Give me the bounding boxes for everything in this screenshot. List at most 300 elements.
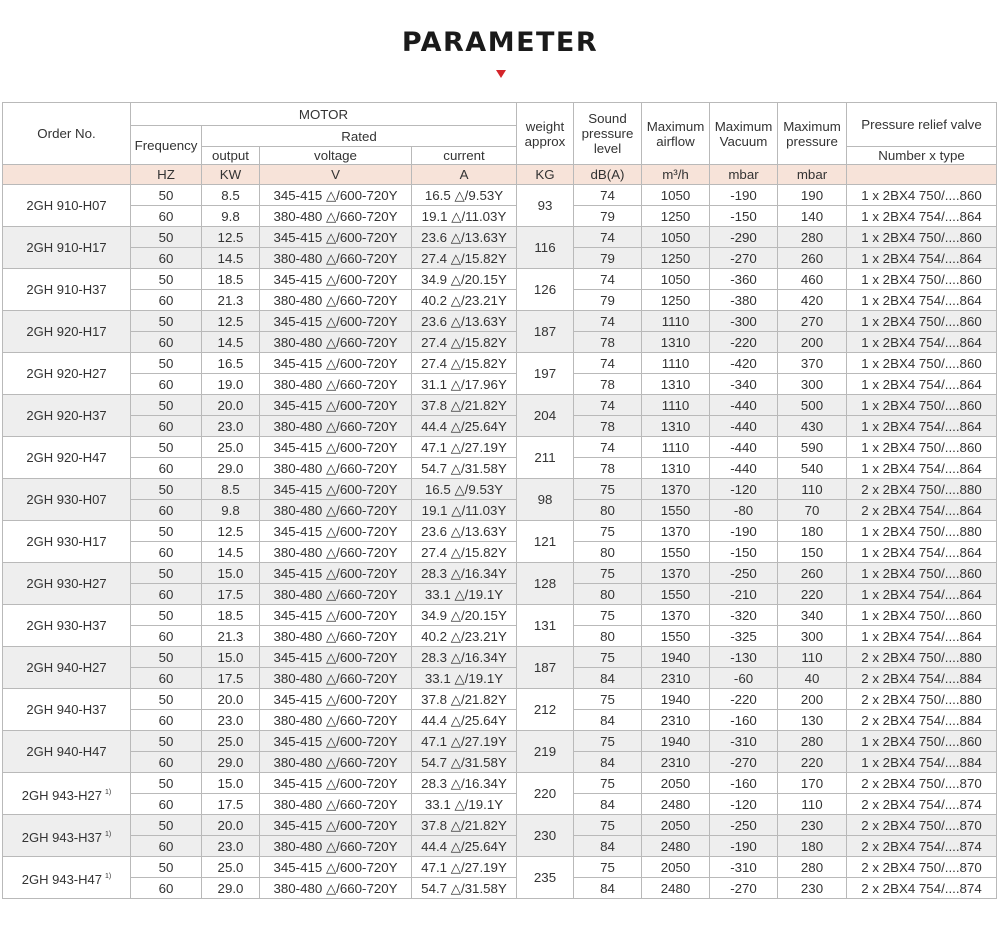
relief-cell: 1 x 2BX4 754/....864: [847, 206, 997, 227]
voltage-cell: 345-415 △/600-720Y: [260, 185, 412, 206]
airflow-cell: 1110: [642, 353, 710, 374]
output-cell: 23.0: [202, 416, 260, 437]
sound-cell: 78: [574, 332, 642, 353]
pressure-cell: 370: [778, 353, 847, 374]
voltage-cell: 345-415 △/600-720Y: [260, 605, 412, 626]
voltage-cell: 345-415 △/600-720Y: [260, 227, 412, 248]
sound-cell: 84: [574, 878, 642, 899]
order-no-cell: [3, 563, 131, 605]
header-output: output: [202, 147, 260, 165]
order-no: 2GH 930-H37: [26, 618, 107, 633]
current-cell: 44.4 △/25.64Y: [412, 710, 517, 731]
voltage-cell: 380-480 △/660-720Y: [260, 584, 412, 605]
voltage-cell: 380-480 △/660-720Y: [260, 752, 412, 773]
unit-cell: m³/h: [642, 165, 710, 185]
relief-cell: 2 x 2BX4 754/....864: [847, 500, 997, 521]
output-cell: 18.5: [202, 269, 260, 290]
pressure-cell: 270: [778, 311, 847, 332]
freq-cell: 60: [131, 416, 202, 437]
weight-cell: 220: [517, 773, 574, 815]
current-cell: 19.1 △/11.03Y: [412, 500, 517, 521]
pressure-cell: 590: [778, 437, 847, 458]
relief-cell: 1 x 2BX4 754/....864: [847, 290, 997, 311]
output-cell: 23.0: [202, 836, 260, 857]
output-cell: 21.3: [202, 290, 260, 311]
pressure-cell: 540: [778, 458, 847, 479]
vacuum-cell: -220: [710, 689, 778, 710]
unit-cell: mbar: [710, 165, 778, 185]
table-row: [3, 710, 997, 731]
output-cell: 17.5: [202, 794, 260, 815]
weight-cell: 219: [517, 731, 574, 773]
order-no-cell: [3, 647, 131, 689]
header-vacuum: Maximum Vacuum: [710, 103, 778, 165]
relief-cell: 2 x 2BX4 750/....880: [847, 479, 997, 500]
order-no: 2GH 910-H37: [26, 282, 107, 297]
voltage-cell: 380-480 △/660-720Y: [260, 290, 412, 311]
current-cell: 27.4 △/15.82Y: [412, 248, 517, 269]
pressure-cell: 500: [778, 395, 847, 416]
table-row: [3, 353, 997, 374]
parameter-table: [2, 102, 997, 899]
sound-cell: 84: [574, 752, 642, 773]
voltage-cell: 380-480 △/660-720Y: [260, 248, 412, 269]
order-no-cell: [3, 815, 131, 857]
pressure-cell: 170: [778, 773, 847, 794]
freq-cell: 60: [131, 668, 202, 689]
order-no-cell: [3, 185, 131, 227]
pressure-cell: 300: [778, 626, 847, 647]
table-row: [3, 542, 997, 563]
freq-cell: 50: [131, 857, 202, 878]
airflow-cell: 2310: [642, 668, 710, 689]
relief-cell: 2 x 2BX4 754/....874: [847, 794, 997, 815]
pressure-cell: 280: [778, 857, 847, 878]
freq-cell: 60: [131, 794, 202, 815]
output-cell: 17.5: [202, 584, 260, 605]
airflow-cell: 1370: [642, 563, 710, 584]
current-cell: 23.6 △/13.63Y: [412, 311, 517, 332]
header-airflow: Maximum airflow: [642, 103, 710, 165]
pressure-cell: 110: [778, 647, 847, 668]
airflow-cell: 1050: [642, 185, 710, 206]
table-row: [3, 395, 997, 416]
airflow-cell: 2050: [642, 815, 710, 836]
vacuum-cell: -440: [710, 416, 778, 437]
unit-cell: HZ: [131, 165, 202, 185]
sound-cell: 78: [574, 458, 642, 479]
freq-cell: 60: [131, 836, 202, 857]
output-cell: 15.0: [202, 773, 260, 794]
table-row: [3, 857, 997, 878]
output-cell: 20.0: [202, 395, 260, 416]
voltage-cell: 380-480 △/660-720Y: [260, 878, 412, 899]
weight-cell: 128: [517, 563, 574, 605]
vacuum-cell: -310: [710, 731, 778, 752]
table-row: [3, 248, 997, 269]
relief-cell: 1 x 2BX4 754/....864: [847, 248, 997, 269]
order-no-cell: [3, 479, 131, 521]
current-cell: 27.4 △/15.82Y: [412, 542, 517, 563]
table-row: [3, 500, 997, 521]
relief-cell: 2 x 2BX4 754/....874: [847, 836, 997, 857]
vacuum-cell: -270: [710, 752, 778, 773]
current-cell: 34.9 △/20.15Y: [412, 605, 517, 626]
pressure-cell: 280: [778, 227, 847, 248]
relief-cell: 2 x 2BX4 750/....880: [847, 647, 997, 668]
relief-cell: 1 x 2BX4 750/....880: [847, 521, 997, 542]
vacuum-cell: -310: [710, 857, 778, 878]
vacuum-cell: -270: [710, 878, 778, 899]
voltage-cell: 345-415 △/600-720Y: [260, 395, 412, 416]
relief-cell: 1 x 2BX4 750/....860: [847, 353, 997, 374]
weight-cell: 204: [517, 395, 574, 437]
pressure-cell: 220: [778, 584, 847, 605]
current-cell: 28.3 △/16.34Y: [412, 647, 517, 668]
table-row: [3, 458, 997, 479]
vacuum-cell: -190: [710, 185, 778, 206]
header-sound: Sound pressure level: [574, 103, 642, 165]
freq-cell: 60: [131, 584, 202, 605]
sound-cell: 74: [574, 185, 642, 206]
sound-cell: 75: [574, 731, 642, 752]
voltage-cell: 345-415 △/600-720Y: [260, 773, 412, 794]
current-cell: 27.4 △/15.82Y: [412, 332, 517, 353]
order-no-cell: [3, 521, 131, 563]
output-cell: 20.0: [202, 815, 260, 836]
airflow-cell: 1370: [642, 521, 710, 542]
weight-cell: 121: [517, 521, 574, 563]
current-cell: 37.8 △/21.82Y: [412, 815, 517, 836]
airflow-cell: 1050: [642, 269, 710, 290]
weight-cell: 131: [517, 605, 574, 647]
weight-cell: 126: [517, 269, 574, 311]
freq-cell: 60: [131, 248, 202, 269]
voltage-cell: 345-415 △/600-720Y: [260, 563, 412, 584]
sound-cell: 74: [574, 227, 642, 248]
pressure-cell: 200: [778, 689, 847, 710]
airflow-cell: 2480: [642, 836, 710, 857]
order-no: 2GH 943-H37: [21, 829, 102, 845]
airflow-cell: 1310: [642, 332, 710, 353]
vacuum-cell: -300: [710, 311, 778, 332]
vacuum-cell: -440: [710, 395, 778, 416]
weight-cell: 187: [517, 647, 574, 689]
pressure-cell: 220: [778, 752, 847, 773]
relief-cell: 1 x 2BX4 750/....860: [847, 395, 997, 416]
voltage-cell: 380-480 △/660-720Y: [260, 710, 412, 731]
sound-cell: 75: [574, 857, 642, 878]
airflow-cell: 1110: [642, 311, 710, 332]
order-no: 2GH 943-H47: [21, 871, 102, 887]
current-cell: 44.4 △/25.64Y: [412, 836, 517, 857]
current-cell: 40.2 △/23.21Y: [412, 290, 517, 311]
voltage-cell: 345-415 △/600-720Y: [260, 353, 412, 374]
voltage-cell: 345-415 △/600-720Y: [260, 311, 412, 332]
vacuum-cell: -250: [710, 815, 778, 836]
pressure-cell: 180: [778, 521, 847, 542]
weight-cell: 93: [517, 185, 574, 227]
airflow-cell: 1550: [642, 542, 710, 563]
freq-cell: 50: [131, 773, 202, 794]
freq-cell: 60: [131, 374, 202, 395]
freq-cell: 50: [131, 689, 202, 710]
relief-cell: 1 x 2BX4 750/....860: [847, 269, 997, 290]
freq-cell: 60: [131, 458, 202, 479]
unit-cell: mbar: [778, 165, 847, 185]
order-footnote: 1): [104, 872, 112, 880]
vacuum-cell: -150: [710, 206, 778, 227]
sound-cell: 75: [574, 563, 642, 584]
pressure-cell: 70: [778, 500, 847, 521]
relief-cell: 1 x 2BX4 754/....884: [847, 752, 997, 773]
order-no-cell: [3, 269, 131, 311]
output-cell: 21.3: [202, 626, 260, 647]
voltage-cell: 380-480 △/660-720Y: [260, 332, 412, 353]
sound-cell: 79: [574, 290, 642, 311]
table-row: [3, 311, 997, 332]
output-cell: 17.5: [202, 668, 260, 689]
table-row: [3, 584, 997, 605]
header-frequency: Frequency: [131, 126, 202, 165]
output-cell: 25.0: [202, 857, 260, 878]
order-no-cell: [3, 857, 131, 899]
freq-cell: 50: [131, 731, 202, 752]
voltage-cell: 345-415 △/600-720Y: [260, 479, 412, 500]
table-row: [3, 626, 997, 647]
table-row: [3, 647, 997, 668]
table-row: [3, 668, 997, 689]
vacuum-cell: -270: [710, 248, 778, 269]
current-cell: 19.1 △/11.03Y: [412, 206, 517, 227]
output-cell: 14.5: [202, 248, 260, 269]
pressure-cell: 180: [778, 836, 847, 857]
pressure-cell: 430: [778, 416, 847, 437]
airflow-cell: 1940: [642, 647, 710, 668]
freq-cell: 50: [131, 395, 202, 416]
unit-cell: dB(A): [574, 165, 642, 185]
units-row: [3, 165, 997, 185]
pressure-cell: 150: [778, 542, 847, 563]
airflow-cell: 1940: [642, 731, 710, 752]
relief-cell: 1 x 2BX4 750/....860: [847, 563, 997, 584]
voltage-cell: 345-415 △/600-720Y: [260, 815, 412, 836]
vacuum-cell: -340: [710, 374, 778, 395]
order-no: 2GH 940-H47: [26, 744, 107, 759]
sound-cell: 84: [574, 668, 642, 689]
current-cell: 31.1 △/17.96Y: [412, 374, 517, 395]
current-cell: 33.1 △/19.1Y: [412, 794, 517, 815]
pressure-cell: 420: [778, 290, 847, 311]
output-cell: 25.0: [202, 437, 260, 458]
relief-cell: 1 x 2BX4 754/....864: [847, 626, 997, 647]
weight-cell: 230: [517, 815, 574, 857]
unit-cell: KG: [517, 165, 574, 185]
order-no: 2GH 920-H47: [26, 450, 107, 465]
airflow-cell: 2050: [642, 857, 710, 878]
output-cell: 25.0: [202, 731, 260, 752]
sound-cell: 74: [574, 395, 642, 416]
sound-cell: 79: [574, 206, 642, 227]
unit-cell: V: [260, 165, 412, 185]
table-row: [3, 269, 997, 290]
freq-cell: 60: [131, 542, 202, 563]
weight-cell: 187: [517, 311, 574, 353]
relief-cell: 1 x 2BX4 750/....860: [847, 311, 997, 332]
pressure-cell: 230: [778, 878, 847, 899]
order-no: 2GH 910-H17: [26, 240, 107, 255]
vacuum-cell: -380: [710, 290, 778, 311]
relief-cell: 2 x 2BX4 750/....870: [847, 815, 997, 836]
output-cell: 12.5: [202, 521, 260, 542]
sound-cell: 74: [574, 311, 642, 332]
freq-cell: 50: [131, 647, 202, 668]
freq-cell: 50: [131, 563, 202, 584]
vacuum-cell: -250: [710, 563, 778, 584]
current-cell: 16.5 △/9.53Y: [412, 185, 517, 206]
current-cell: 37.8 △/21.82Y: [412, 395, 517, 416]
voltage-cell: 380-480 △/660-720Y: [260, 668, 412, 689]
vacuum-cell: -440: [710, 437, 778, 458]
header-rated: Rated: [202, 126, 517, 147]
vacuum-cell: -120: [710, 479, 778, 500]
voltage-cell: 380-480 △/660-720Y: [260, 374, 412, 395]
output-cell: 14.5: [202, 332, 260, 353]
pressure-cell: 260: [778, 563, 847, 584]
pressure-cell: 110: [778, 479, 847, 500]
output-cell: 19.0: [202, 374, 260, 395]
airflow-cell: 2050: [642, 773, 710, 794]
voltage-cell: 345-415 △/600-720Y: [260, 269, 412, 290]
current-cell: 27.4 △/15.82Y: [412, 353, 517, 374]
header-voltage: voltage: [260, 147, 412, 165]
relief-cell: 1 x 2BX4 754/....864: [847, 416, 997, 437]
airflow-cell: 2310: [642, 710, 710, 731]
vacuum-cell: -210: [710, 584, 778, 605]
airflow-cell: 1250: [642, 206, 710, 227]
output-cell: 20.0: [202, 689, 260, 710]
output-cell: 29.0: [202, 458, 260, 479]
vacuum-cell: -160: [710, 773, 778, 794]
freq-cell: 60: [131, 290, 202, 311]
sound-cell: 80: [574, 584, 642, 605]
airflow-cell: 1250: [642, 248, 710, 269]
table-row: [3, 290, 997, 311]
current-cell: 47.1 △/27.19Y: [412, 731, 517, 752]
relief-cell: 2 x 2BX4 754/....874: [847, 878, 997, 899]
relief-cell: 2 x 2BX4 750/....870: [847, 773, 997, 794]
vacuum-cell: -190: [710, 836, 778, 857]
order-no: 2GH 930-H07: [26, 492, 107, 507]
order-no: 2GH 920-H27: [26, 366, 107, 381]
order-no: 2GH 930-H17: [26, 534, 107, 549]
voltage-cell: 380-480 △/660-720Y: [260, 500, 412, 521]
order-no: 2GH 920-H17: [26, 324, 107, 339]
relief-cell: 1 x 2BX4 754/....864: [847, 458, 997, 479]
header-order-no: Order No.: [3, 103, 131, 165]
airflow-cell: 1550: [642, 584, 710, 605]
current-cell: 28.3 △/16.34Y: [412, 773, 517, 794]
airflow-cell: 1940: [642, 689, 710, 710]
sound-cell: 79: [574, 248, 642, 269]
freq-cell: 60: [131, 626, 202, 647]
title-marker-icon: [496, 70, 506, 78]
sound-cell: 74: [574, 437, 642, 458]
order-no-cell: [3, 689, 131, 731]
output-cell: 12.5: [202, 227, 260, 248]
table-row: [3, 437, 997, 458]
vacuum-cell: -360: [710, 269, 778, 290]
voltage-cell: 380-480 △/660-720Y: [260, 836, 412, 857]
pressure-cell: 300: [778, 374, 847, 395]
freq-cell: 50: [131, 185, 202, 206]
freq-cell: 50: [131, 437, 202, 458]
order-no: 2GH 930-H27: [26, 576, 107, 591]
pressure-cell: 280: [778, 731, 847, 752]
vacuum-cell: -420: [710, 353, 778, 374]
table-row: [3, 332, 997, 353]
current-cell: 40.2 △/23.21Y: [412, 626, 517, 647]
relief-cell: 1 x 2BX4 750/....860: [847, 437, 997, 458]
units-cell-blank: [3, 165, 131, 185]
sound-cell: 80: [574, 626, 642, 647]
voltage-cell: 380-480 △/660-720Y: [260, 458, 412, 479]
freq-cell: 60: [131, 206, 202, 227]
current-cell: 23.6 △/13.63Y: [412, 521, 517, 542]
current-cell: 16.5 △/9.53Y: [412, 479, 517, 500]
voltage-cell: 380-480 △/660-720Y: [260, 626, 412, 647]
order-no: 2GH 920-H37: [26, 408, 107, 423]
relief-cell: 2 x 2BX4 754/....884: [847, 710, 997, 731]
table-row: [3, 794, 997, 815]
freq-cell: 50: [131, 605, 202, 626]
pressure-cell: 190: [778, 185, 847, 206]
voltage-cell: 345-415 △/600-720Y: [260, 437, 412, 458]
sound-cell: 80: [574, 542, 642, 563]
order-no: 2GH 910-H07: [26, 198, 107, 213]
output-cell: 15.0: [202, 647, 260, 668]
table-body: [3, 165, 997, 899]
order-no: 2GH 943-H27: [21, 787, 102, 803]
pressure-cell: 200: [778, 332, 847, 353]
sound-cell: 75: [574, 605, 642, 626]
freq-cell: 60: [131, 878, 202, 899]
weight-cell: 197: [517, 353, 574, 395]
freq-cell: 60: [131, 752, 202, 773]
voltage-cell: 345-415 △/600-720Y: [260, 857, 412, 878]
pressure-cell: 40: [778, 668, 847, 689]
current-cell: 54.7 △/31.58Y: [412, 458, 517, 479]
relief-cell: 2 x 2BX4 754/....884: [847, 668, 997, 689]
vacuum-cell: -320: [710, 605, 778, 626]
pressure-cell: 110: [778, 794, 847, 815]
relief-cell: 1 x 2BX4 754/....864: [847, 374, 997, 395]
freq-cell: 50: [131, 353, 202, 374]
header-relief-sub: Number x type: [847, 147, 997, 165]
current-cell: 34.9 △/20.15Y: [412, 269, 517, 290]
current-cell: 47.1 △/27.19Y: [412, 437, 517, 458]
vacuum-cell: -190: [710, 521, 778, 542]
vacuum-cell: -290: [710, 227, 778, 248]
header-weight: weight approx: [517, 103, 574, 165]
output-cell: 8.5: [202, 185, 260, 206]
weight-cell: 211: [517, 437, 574, 479]
relief-cell: 1 x 2BX4 750/....860: [847, 185, 997, 206]
order-no-cell: [3, 311, 131, 353]
airflow-cell: 1050: [642, 227, 710, 248]
sound-cell: 75: [574, 521, 642, 542]
pressure-cell: 140: [778, 206, 847, 227]
